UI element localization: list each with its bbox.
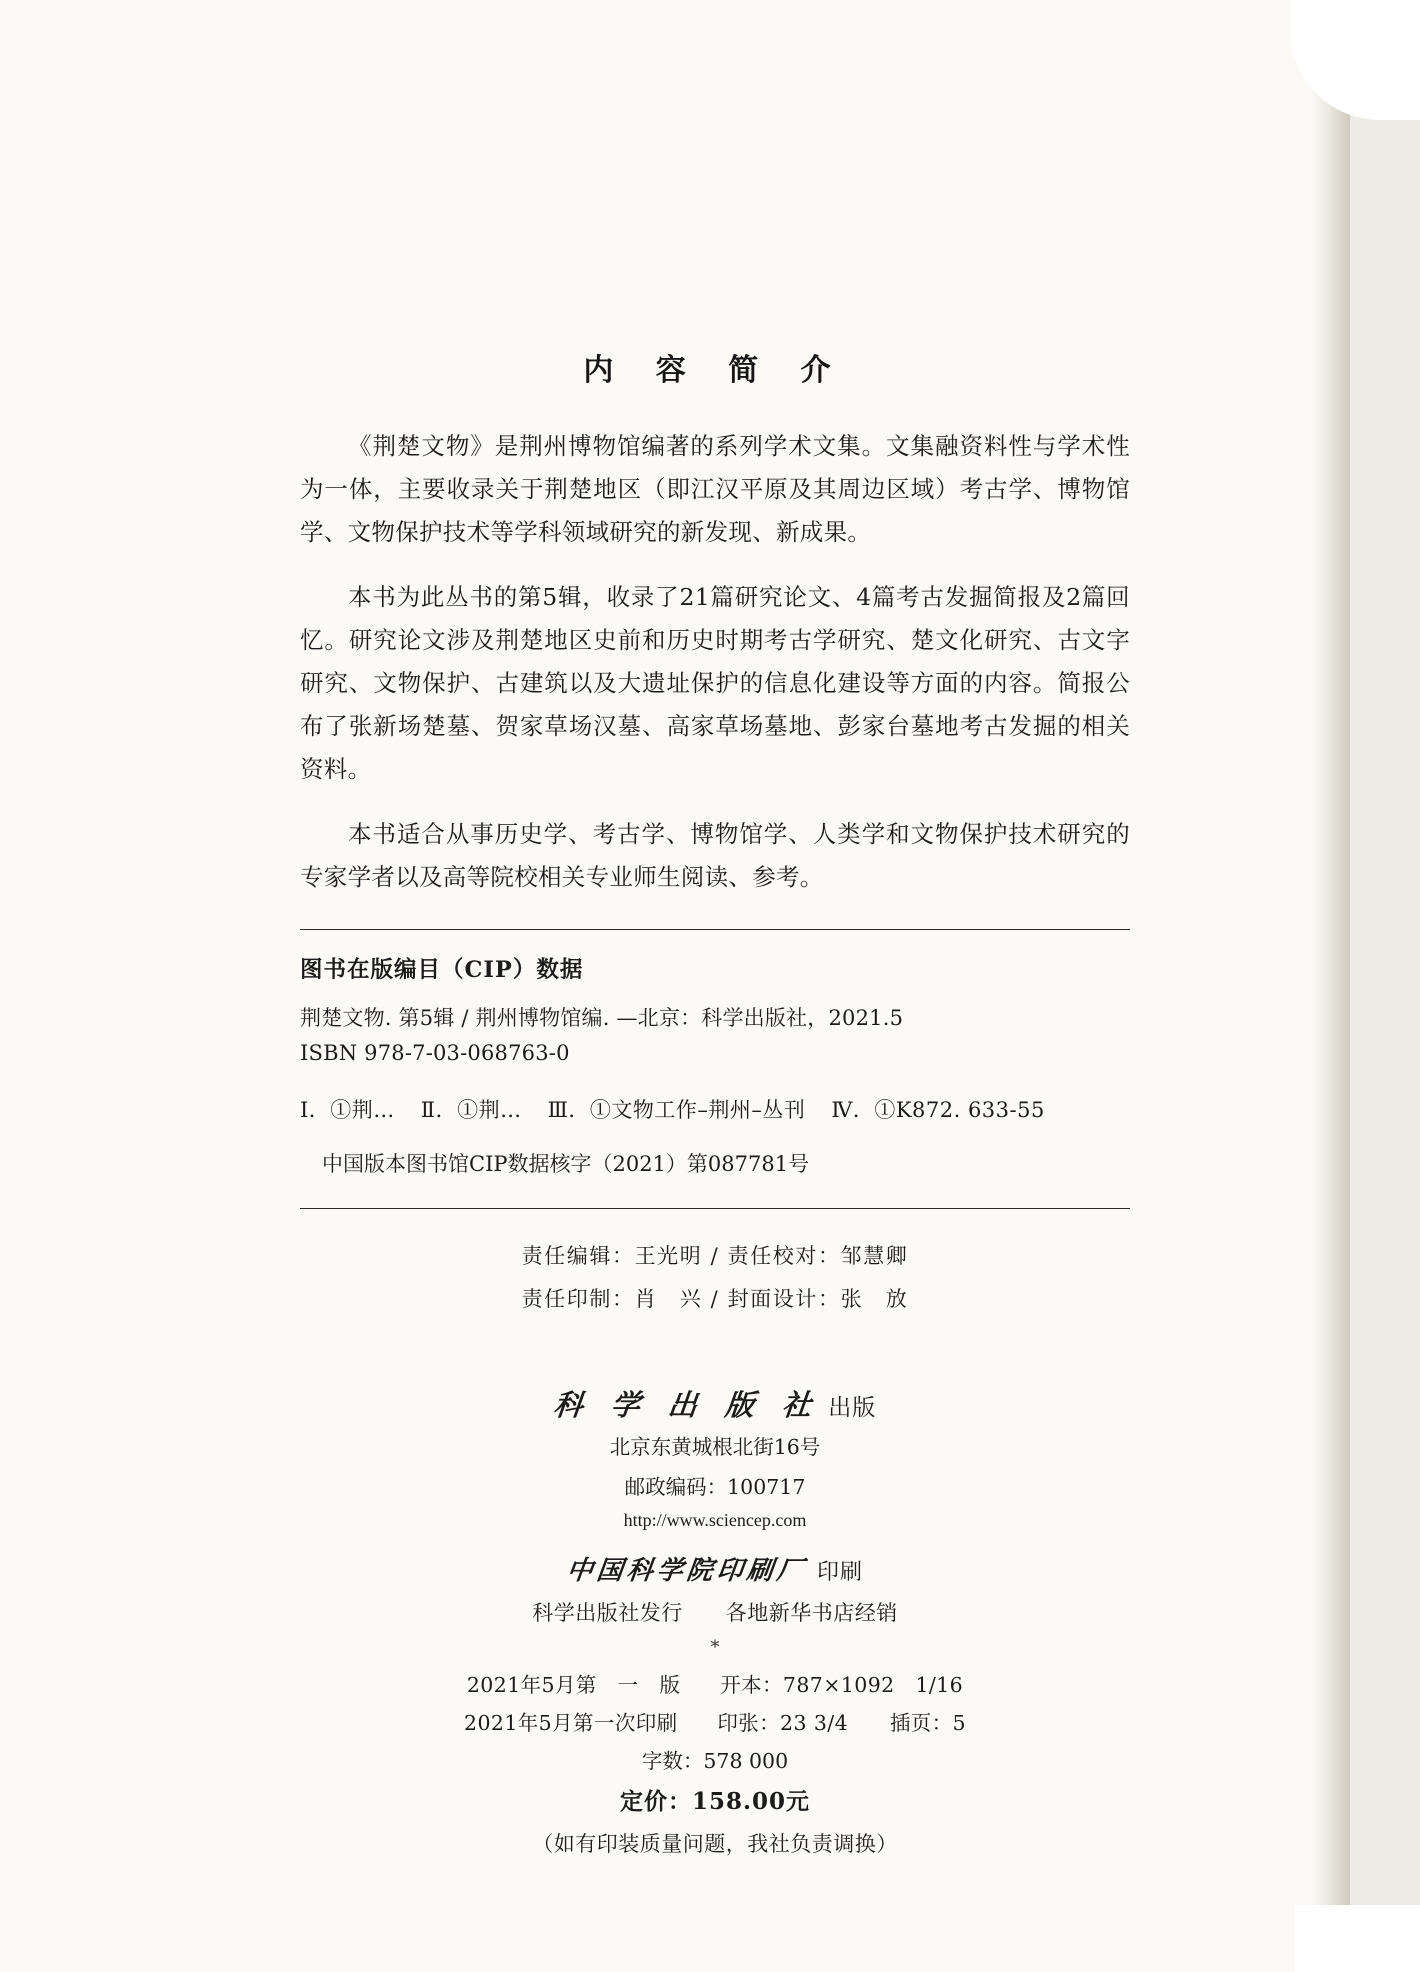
summary-paragraph-1: 《荆楚文物》是荆州博物馆编著的系列学术文集。文集融资料性与学术性为一体，主要收录关于荆楚地区（即江汉平原及其周边区域）考古学、博物馆学、文物保护技术等学科领域研究的新发现、新成果。 <box>300 432 1130 546</box>
edition-print-date: 2021年5月第一次印刷 <box>464 1711 678 1735</box>
edition-line-1 <box>300 1666 1130 1704</box>
quality-note: （如有印装质量问题，我社负责调换） <box>532 1832 898 1856</box>
page-corner-bottom <box>1295 1905 1420 1972</box>
publisher-postcode: 邮政编码：100717 <box>624 1475 806 1499</box>
summary-paragraph-3: 本书适合从事历史学、考古学、博物馆学、人类学和文物保护技术研究的专家学者以及高等院校相关专业师生阅读、参考。 <box>300 820 1130 891</box>
summary-paragraph-2: 本书为此丛书的第5辑，收录了21篇研究论文、4篇考古发掘简报及2篇回忆。研究论文涉及荆楚地区史前和历史时期考古学研究、楚文化研究、古文字研究、文物保护、古建筑以及大遗址保护的信息化建设等方面的内容。简报公布了张新场楚墓、贺家草场汉墓、高家草场墓地、彭家台墓地考古发掘的相关资料。 <box>300 583 1130 783</box>
divider-bottom <box>300 1208 1130 1209</box>
publisher-address: 北京东黄城根北街16号 <box>609 1435 821 1459</box>
page-content <box>300 0 1130 1864</box>
cip-isbn: ISBN 978-7-03-068763-0 <box>300 1041 570 1065</box>
cip-entry-line: 荆楚文物. 第5辑 / 荆州博物馆编. —北京：科学出版社，2021.5 <box>300 1006 904 1030</box>
publisher-row <box>300 1383 1130 1424</box>
page-edge-shadow <box>1310 0 1350 1972</box>
publisher-url[interactable]: http://www.sciencep.com <box>623 1510 807 1530</box>
cip-classification <box>300 1094 1130 1124</box>
distribution-line: 科学出版社发行 各地新华书店经销 <box>532 1601 898 1625</box>
divider-top <box>300 929 1130 930</box>
printer-name: 中国科学院印刷厂 <box>564 1556 809 1586</box>
cip-block <box>300 952 1130 1178</box>
printer-row <box>300 1550 1130 1587</box>
edition-word-count: 字数：578 000 <box>641 1749 789 1773</box>
ornament-separator: * <box>710 1637 720 1658</box>
publisher-name: 科 学 出 版 社 <box>551 1388 822 1422</box>
price-label: 定价：158.00元 <box>619 1788 811 1815</box>
page-title: 内 容 简 介 <box>583 353 847 388</box>
edition-format: 开本：787×1092 1/16 <box>720 1673 964 1697</box>
edition-date-first: 2021年5月第 一 版 <box>466 1673 681 1697</box>
printer-suffix: 印刷 <box>817 1560 864 1585</box>
cip-class-4: Ⅳ．①K872. 633-55 <box>831 1098 1045 1122</box>
edition-sheets: 印张：23 3/4 插页：5 <box>717 1711 966 1735</box>
scan-background <box>1350 0 1420 1972</box>
cip-class-2: Ⅱ．①荆… <box>420 1098 522 1122</box>
cip-core-number: 中国版本图书馆CIP数据核字（2021）第087781号 <box>322 1152 810 1176</box>
cip-class-1: Ⅰ．①荆… <box>300 1098 395 1122</box>
credits-block <box>300 1235 1130 1321</box>
credit-editor-line: 责任编辑：王光明 / 责任校对：邹慧卿 <box>521 1244 909 1268</box>
cip-title: 图书在版编目（CIP）数据 <box>300 957 584 983</box>
publisher-suffix: 出版 <box>828 1395 877 1421</box>
edition-line-2 <box>300 1704 1130 1742</box>
credit-printing-line: 责任印制：肖 兴 / 封面设计：张 放 <box>521 1287 909 1311</box>
cip-class-3: Ⅲ．①文物工作–荆州–丛刊 <box>547 1098 806 1122</box>
